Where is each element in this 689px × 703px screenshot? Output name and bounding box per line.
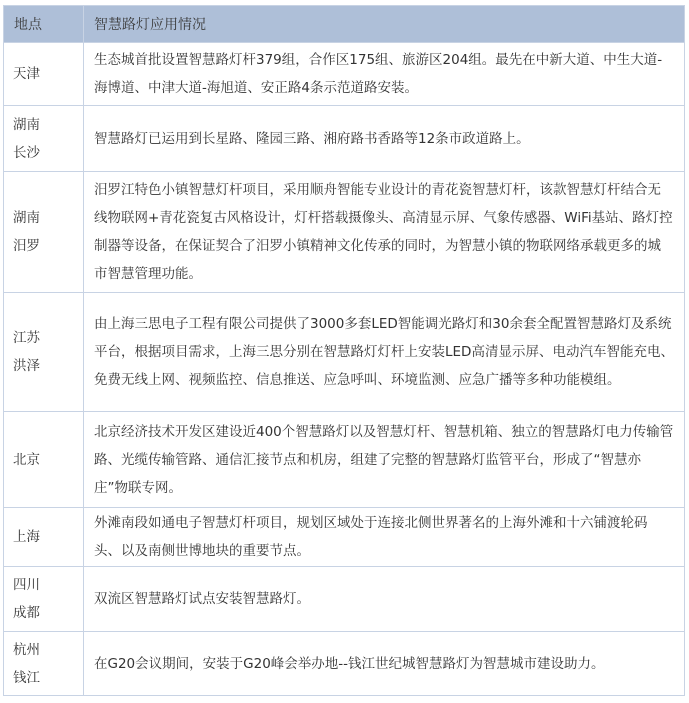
description-cell bbox=[84, 106, 685, 172]
description-text: 智慧路灯已运用到长星路、隆园三路、湘府路书香路等12条市政道路上。 bbox=[94, 130, 530, 147]
description-text: 北京经济技术开发区建设近400个智慧路灯以及智慧灯杆、智慧机箱、独立的智慧路灯电力传输管路、光缆传输管路、通信汇接节点和机房，组建了完整的智慧路灯监管平台，形成了“智慧亦庄”物联专网。 bbox=[94, 423, 674, 496]
place-cell bbox=[4, 43, 84, 106]
place-name: 上海 bbox=[13, 529, 40, 545]
description-text: 生态城首批设置智慧路灯杆379组，合作区175组、旅游区204组。最先在中新大道、中生大道-海博道、中津大道-海旭道、安正路4条示范道路安装。 bbox=[94, 52, 663, 96]
place-name: 北京 bbox=[13, 451, 40, 468]
table-row bbox=[4, 106, 685, 172]
place-name-line-1: 湖南 bbox=[13, 116, 40, 133]
table-row bbox=[4, 412, 685, 508]
description-cell bbox=[84, 172, 685, 293]
smart-streetlight-table-container bbox=[3, 5, 684, 696]
column-header-description-label: 智慧路灯应用情况 bbox=[94, 17, 206, 33]
description-text: 由上海三思电子工程有限公司提供了3000多套LED智能调光路灯和30余套全配置智慧路灯及系统平台，根据项目需求，上海三思分别在智慧路灯灯杆上安装LED高清显示屏、电动汽车智能充电、免费无线上网、视频监控、信息推送、应急呼叫、环境监测、应急广播等多种功能模组。 bbox=[94, 316, 674, 388]
description-text: 在G20会议期间，安装于G20峰会举办地--钱江世纪城智慧路灯为智慧城市建设助力。 bbox=[94, 655, 605, 672]
column-header-place-label: 地点 bbox=[14, 17, 42, 33]
column-header-place bbox=[4, 6, 84, 43]
place-name-line-2: 洪泽 bbox=[13, 358, 40, 374]
table-row bbox=[4, 293, 685, 412]
place-name: 天津 bbox=[13, 66, 40, 82]
table-row bbox=[4, 508, 685, 567]
smart-streetlight-table bbox=[3, 5, 685, 696]
description-text: 外滩南段如通电子智慧灯杆项目，规划区域处于连接北侧世界著名的上海外滩和十六铺渡轮码头、以及南侧世博地块的重要节点。 bbox=[94, 515, 648, 559]
description-text: 双流区智慧路灯试点安装智慧路灯。 bbox=[94, 591, 310, 607]
description-cell bbox=[84, 508, 685, 567]
table-row bbox=[4, 632, 685, 696]
description-cell bbox=[84, 43, 685, 106]
place-cell bbox=[4, 508, 84, 567]
column-header-description bbox=[84, 6, 685, 43]
place-name-line-2: 成都 bbox=[13, 605, 40, 621]
table-body bbox=[4, 43, 685, 696]
table-row bbox=[4, 567, 685, 632]
header-row bbox=[4, 6, 685, 43]
table-row bbox=[4, 172, 685, 293]
place-cell bbox=[4, 567, 84, 632]
place-cell bbox=[4, 106, 84, 172]
place-name-line-1: 湖南 bbox=[13, 210, 40, 226]
place-cell bbox=[4, 293, 84, 412]
place-cell bbox=[4, 172, 84, 293]
table-header bbox=[4, 6, 685, 43]
description-cell bbox=[84, 632, 685, 696]
description-cell bbox=[84, 567, 685, 632]
place-name-line-2: 钱江 bbox=[13, 669, 40, 686]
place-cell bbox=[4, 412, 84, 508]
place-name-line-1: 杭州 bbox=[13, 641, 40, 658]
table-row bbox=[4, 43, 685, 106]
place-name-line-2: 汨罗 bbox=[13, 238, 40, 254]
description-cell bbox=[84, 412, 685, 508]
place-name-line-2: 长沙 bbox=[13, 144, 40, 161]
place-name-line-1: 江苏 bbox=[13, 330, 40, 346]
description-text: 汨罗江特色小镇智慧灯杆项目，采用顺舟智能专业设计的青花瓷智慧灯杆，该款智慧灯杆结合无线物联网+青花瓷复古风格设计，灯杆搭载摄像头、高清显示屏、气象传感器、WiFi基站、路灯控制器等设备，在保证契合了汨罗小镇精神文化传承的同时，为智慧小镇的物联网络承载更多的城市智慧管理功能。 bbox=[94, 182, 673, 282]
description-cell bbox=[84, 293, 685, 412]
place-name-line-1: 四川 bbox=[13, 577, 40, 593]
place-cell bbox=[4, 632, 84, 696]
